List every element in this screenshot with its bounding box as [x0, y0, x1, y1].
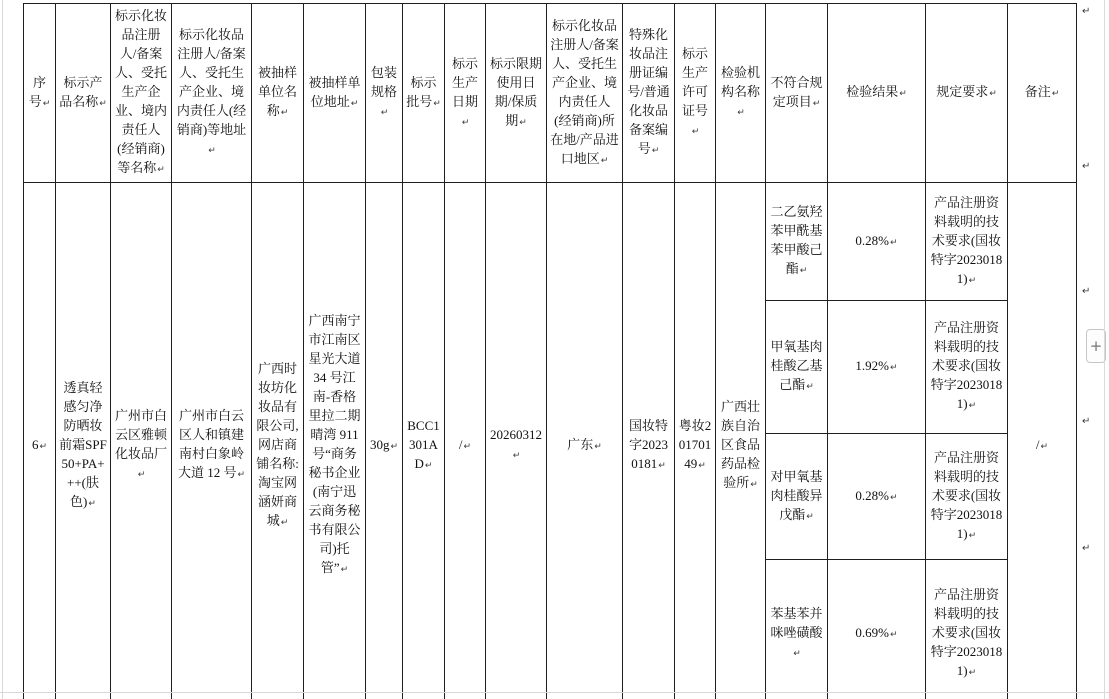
paragraph-mark: ↵: [890, 363, 898, 373]
header-registration-no-label: 特殊化妆品注册证编号/普通化妆品备案编号: [627, 27, 670, 156]
paragraph-mark: ↵: [691, 127, 700, 137]
header-product-name: [56, 4, 111, 183]
paragraph-mark: ↵: [968, 668, 977, 678]
header-registrant-address-label: 标示化妆品注册人/备案人、受托生产企业、境内责任人(经销商)等地址: [176, 27, 247, 137]
paragraph-mark: ↵: [99, 98, 107, 109]
requirement-value: 产品注册资料载明的技术要求(国妆特字20230181): [930, 587, 1003, 678]
page-edge-bottom: [0, 692, 1109, 693]
header-nonconforming-item-label: 不符合规定项目: [770, 74, 823, 109]
paragraph-mark: ↵: [812, 98, 821, 109]
paragraph-mark: ↵: [750, 479, 758, 490]
cell-product-name: [56, 183, 111, 699]
header-row: [24, 4, 1077, 183]
expand-button[interactable]: [1086, 329, 1106, 363]
end-of-row-mark: ↵: [1082, 543, 1091, 554]
cell-violation-item: [766, 301, 828, 434]
cell-expiry-date: [486, 183, 547, 699]
test-result-value: 0.28%: [855, 232, 890, 248]
paragraph-mark: ↵: [88, 498, 96, 509]
header-inspection-agency: [716, 4, 766, 183]
paragraph-mark: ↵: [890, 237, 898, 248]
end-of-row-mark: ↵: [1082, 161, 1091, 172]
paragraph-mark: ↵: [698, 460, 706, 471]
paragraph-mark: ↵: [651, 146, 660, 156]
paragraph-mark: ↵: [1051, 89, 1060, 99]
cell-test-result: [828, 183, 926, 301]
paragraph-mark: ↵: [890, 492, 898, 503]
product-name-value: 透真轻感匀净防晒妆前霜SPF50+PA+++(肤色): [59, 379, 107, 509]
cell-requirement: [926, 301, 1008, 434]
header-production-license-label: 标示生产许可证号: [681, 46, 708, 118]
test-result-value: 0.69%: [855, 625, 890, 640]
cell-batch-no: [403, 183, 445, 699]
header-production-date-label: 标示生产日期: [451, 55, 478, 109]
cell-production-date: [445, 183, 486, 699]
header-registrant-name-label: 标示化妆品注册人/备案人、受托生产企业、境内责任人(经销商)等名称: [114, 8, 167, 175]
paragraph-mark: ↵: [594, 441, 602, 452]
header-expiry-date-label: 标示限期使用日期/保质期: [489, 55, 542, 128]
paragraph-mark: ↵: [806, 511, 814, 522]
registrant-name-value: 广州市白云区雅顿化妆品厂: [114, 408, 167, 461]
paragraph-mark: ↵: [208, 146, 216, 156]
seq-value: 6: [31, 436, 39, 452]
paragraph-mark: ↵: [433, 98, 441, 109]
cell-sampled-unit-address: [304, 183, 366, 699]
test-result-value: 1.92%: [855, 358, 890, 373]
header-production-date: [445, 4, 486, 183]
batch-no-value: BCC1301AD: [407, 417, 440, 471]
paragraph-mark: ↵: [42, 98, 51, 109]
page-edge-right: [1104, 0, 1105, 699]
paragraph-mark: ↵: [512, 451, 521, 461]
cell-violation-item: [766, 560, 828, 699]
header-remark: [1008, 4, 1077, 183]
header-registration-no: [623, 4, 675, 183]
header-package-spec-label: 包装规格: [370, 65, 397, 99]
paragraph-mark: ↵: [600, 155, 609, 166]
paragraph-mark: ↵: [280, 108, 289, 118]
data-row-violation-1: [24, 183, 1077, 301]
cell-registration-no: [623, 183, 675, 699]
header-requirement-label: 规定要求: [936, 84, 989, 99]
header-inspection-agency-label: 检验机构名称: [720, 65, 760, 99]
header-sampled-unit-address-label: 被抽样单位地址: [308, 74, 361, 109]
paragraph-mark: ↵: [137, 470, 146, 480]
production-date-value: /: [458, 436, 463, 452]
inspection-results-table: [23, 3, 1077, 699]
requirement-value: 产品注册资料载明的技术要求(国妆特字20230181): [930, 320, 1003, 411]
header-sampled-unit-name: [252, 4, 304, 183]
paragraph-mark: ↵: [39, 441, 48, 452]
header-requirement: [926, 4, 1008, 183]
header-origin-location: [547, 4, 623, 183]
header-origin-location-label: 标示化妆品注册人/备案人、受托生产企业、境内责任人(经销商)所在地/产品进口地区: [550, 17, 619, 166]
cell-requirement: [926, 560, 1008, 699]
header-sampled-unit-name-label: 被抽样单位名称: [257, 65, 297, 118]
paragraph-mark: ↵: [390, 441, 399, 452]
header-test-result: [828, 4, 926, 183]
violation-item-value: 二乙氨羟苯甲酰基苯甲酸己酯: [770, 204, 823, 276]
requirement-value: 产品注册资料载明的技术要求(国妆特字20230181): [930, 194, 1003, 286]
paragraph-mark: ↵: [989, 89, 997, 99]
paragraph-mark: ↵: [340, 565, 349, 575]
header-seq-label: 序号: [28, 74, 46, 109]
paragraph-mark: ↵: [461, 117, 470, 128]
cell-test-result: [828, 560, 926, 699]
paragraph-mark: ↵: [890, 630, 898, 640]
cell-requirement: [926, 183, 1008, 301]
header-registrant-address: [172, 4, 252, 183]
paragraph-mark: ↵: [157, 165, 165, 175]
test-result-value: 0.28%: [855, 487, 890, 503]
paragraph-mark: ↵: [424, 460, 433, 471]
header-sampled-unit-address: [304, 4, 366, 183]
cell-origin-location: [547, 183, 623, 699]
cell-test-result: [828, 434, 926, 560]
origin-location-value: 广东: [567, 436, 594, 452]
cell-registrant-address: [172, 183, 252, 699]
sampled-unit-name-value: 广西时妆坊化妆品有限公司,网店商铺名称:淘宝网涵妍商城: [256, 360, 299, 528]
header-seq: [24, 4, 56, 183]
registration-no-value: 国妆特字20230181: [628, 417, 668, 471]
cell-seq: [24, 183, 56, 699]
paragraph-mark: ↵: [968, 530, 977, 541]
page-edge-left: [2, 0, 3, 699]
cell-requirement: [926, 434, 1008, 560]
paragraph-mark: ↵: [799, 266, 808, 276]
package-spec-value: 30g: [369, 436, 390, 452]
end-of-row-mark: ↵: [1082, 416, 1091, 427]
paragraph-mark: ↵: [350, 98, 359, 109]
requirement-value: 产品注册资料载明的技术要求(国妆特字20230181): [930, 449, 1003, 541]
cell-violation-item: [766, 183, 828, 301]
cell-production-license: [675, 183, 716, 699]
paragraph-mark: ↵: [1040, 441, 1049, 452]
cell-sampled-unit-name: [252, 183, 304, 699]
end-of-row-mark: ↵: [1082, 286, 1091, 297]
violation-item-value: 苯基苯并咪唑磺酸: [770, 606, 823, 640]
cell-remark: [1008, 183, 1077, 699]
paragraph-mark: ↵: [280, 517, 289, 528]
header-nonconforming-item: [766, 4, 828, 183]
header-package-spec: [366, 4, 403, 183]
header-expiry-date: [486, 4, 547, 183]
paragraph-mark: ↵: [737, 108, 745, 118]
violation-item-value: 甲氧基肉桂酸乙基己酯: [770, 339, 823, 392]
cell-violation-item: [766, 434, 828, 560]
paragraph-mark: ↵: [237, 470, 246, 480]
paragraph-mark: ↵: [658, 460, 666, 471]
sampled-unit-address-value: 广西南宁市江南区星光大道 34 号江南-香格里拉二期晴湾 911 号“商务秘书企业(南宁迅云商务秘书有限公司)托管”: [308, 313, 361, 575]
paragraph-mark: ↵: [968, 401, 977, 411]
paragraph-mark: ↵: [380, 108, 389, 118]
violation-item-value: 对甲氧基肉桂酸异戊酯: [770, 468, 823, 522]
end-of-row-mark: ↵: [1082, 6, 1091, 17]
cell-package-spec: [366, 183, 403, 699]
paragraph-mark: ↵: [793, 649, 801, 659]
cell-registrant-name: [111, 183, 172, 699]
plus-icon: +: [1089, 337, 1103, 355]
header-batch-no-label: 标示批号: [406, 74, 437, 109]
cell-test-result: [828, 301, 926, 434]
production-license-value: 粤妆20170149: [678, 417, 712, 471]
header-production-license: [675, 4, 716, 183]
header-remark-label: 备注: [1024, 84, 1051, 99]
header-registrant-name: [111, 4, 172, 183]
header-test-result-label: 检验结果: [846, 84, 899, 99]
paragraph-mark: ↵: [519, 117, 527, 128]
remark-value: /: [1035, 436, 1040, 452]
inspection-agency-value: 广西壮族自治区食品药品检验所: [720, 398, 760, 490]
header-batch-no: [403, 4, 445, 183]
paragraph-mark: ↵: [806, 382, 814, 392]
paragraph-mark: ↵: [899, 89, 907, 99]
header-product-name-label: 标示产品名称: [59, 74, 103, 109]
cell-inspection-agency: [716, 183, 766, 699]
registrant-address-value: 广州市白云区人和镇建南村白象岭大道 12 号: [177, 408, 244, 480]
expiry-date-value: 20260312: [490, 427, 542, 442]
paragraph-mark: ↵: [968, 275, 977, 286]
paragraph-mark: ↵: [463, 441, 472, 452]
